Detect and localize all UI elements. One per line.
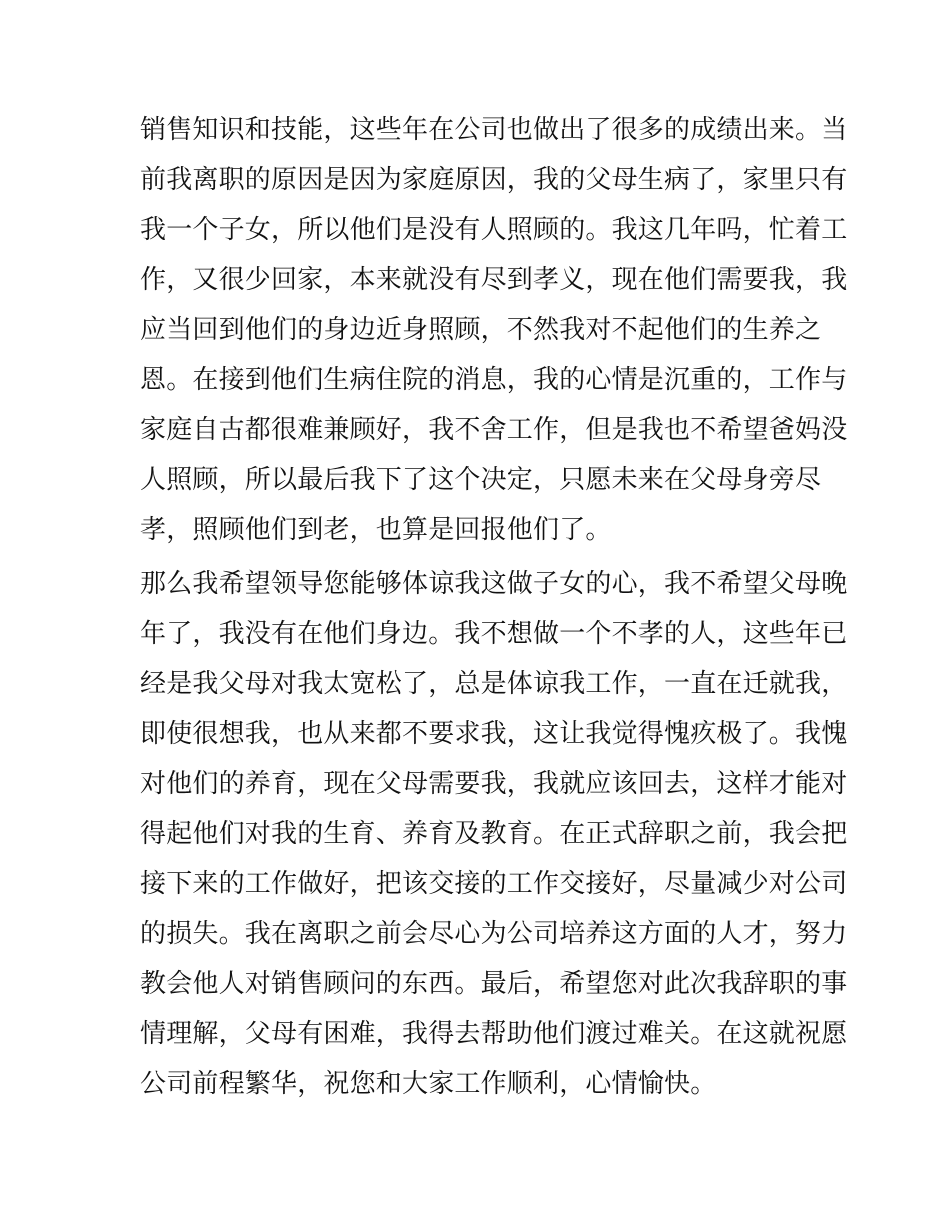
text-line: 的损失。我在离职之前会尽心为公司培养这方面的人才，努力 xyxy=(140,919,848,949)
text-line: 年了，我没有在他们身边。我不想做一个不孝的人，这些年已 xyxy=(140,619,848,649)
text-line: 得起他们对我的生育、养育及教育。在正式辞职之前，我会把 xyxy=(140,819,848,849)
text-line: 人照顾，所以最后我下了这个决定，只愿未来在父母身旁尽 xyxy=(140,465,822,495)
text-line: 我一个子女，所以他们是没有人照顾的。我这几年吗，忙着工 xyxy=(140,215,848,245)
text-line: 教会他人对销售顾问的东西。最后，希望您对此次我辞职的事 xyxy=(140,969,848,999)
text-line: 销售知识和技能，这些年在公司也做出了很多的成绩出来。当 xyxy=(140,115,848,145)
text-line: 家庭自古都很难兼顾好，我不舍工作，但是我也不希望爸妈没 xyxy=(140,415,848,445)
text-line: 对他们的养育，现在父母需要我，我就应该回去，这样才能对 xyxy=(140,769,848,799)
text-line: 作，又很少回家，本来就没有尽到孝义，现在他们需要我，我 xyxy=(140,265,848,295)
text-line: 接下来的工作做好，把该交接的工作交接好，尽量减少对公司 xyxy=(140,869,848,899)
text-line: 那么我希望领导您能够体谅我这做子女的心，我不希望父母晚 xyxy=(140,569,848,599)
text-line: 恩。在接到他们生病住院的消息，我的心情是沉重的，工作与 xyxy=(140,365,848,395)
text-line: 前我离职的原因是因为家庭原因，我的父母生病了，家里只有 xyxy=(140,165,848,195)
text-line: 应当回到他们的身边近身照顾，不然我对不起他们的生养之 xyxy=(140,315,822,345)
text-line: 孝，照顾他们到老，也算是回报他们了。 xyxy=(140,515,612,545)
text-line: 情理解，父母有困难，我得去帮助他们渡过难关。在这就祝愿 xyxy=(140,1019,848,1049)
text-line: 即使很想我，也从来都不要求我，这让我觉得愧疚极了。我愧 xyxy=(140,719,848,749)
text-line: 公司前程繁华，祝您和大家工作顺利，心情愉快。 xyxy=(140,1069,717,1099)
text-line: 经是我父母对我太宽松了，总是体谅我工作，一直在迁就我， xyxy=(140,669,848,699)
